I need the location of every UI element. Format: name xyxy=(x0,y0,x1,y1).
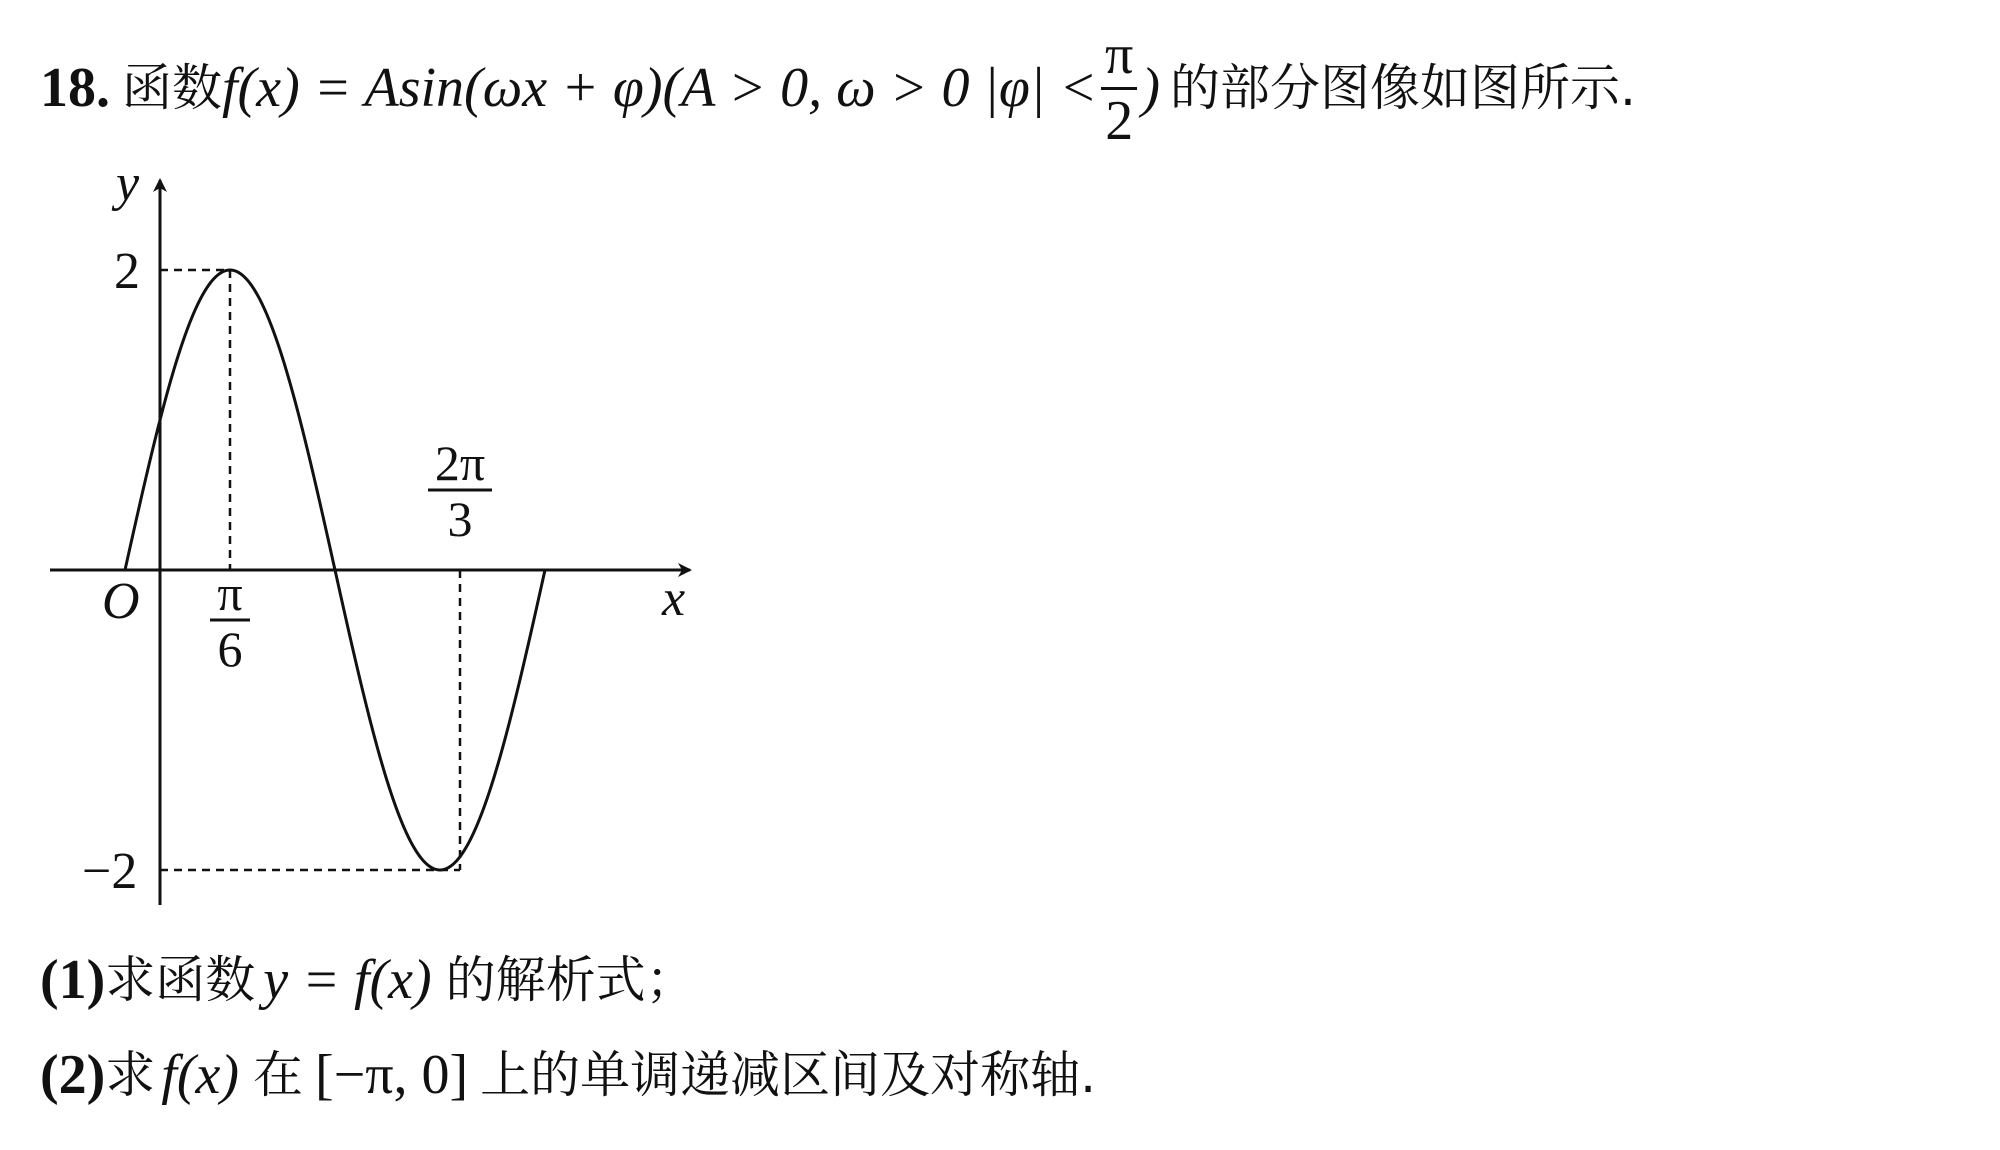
parameter-conditions: (A > 0, ω > 0 |φ| < xyxy=(662,57,1098,119)
part-1-line xyxy=(40,945,696,1015)
phi-bound-fraction xyxy=(1101,23,1137,152)
y-min-label: −2 xyxy=(82,843,138,900)
part-2-text-c: 上的单调递减区间及对称轴. xyxy=(480,1046,1097,1104)
tick-2pi3-denominator: 3 xyxy=(447,491,473,547)
part-1-formula: y = f(x) xyxy=(263,949,432,1011)
phi-bound-numerator: π xyxy=(1101,26,1137,90)
part-1-text-a: 求函数 xyxy=(105,951,256,1009)
function-graph xyxy=(30,150,710,920)
question-lead: 函数 xyxy=(122,59,222,117)
origin-label: O xyxy=(102,573,140,630)
phi-bound-denominator: 2 xyxy=(1105,89,1134,152)
conditions-close: ) xyxy=(1141,57,1160,119)
part-2-text-a: 求 xyxy=(105,1046,156,1104)
tick-2pi3-numerator: 2π xyxy=(434,435,486,491)
function-formula: f(x) = Asin(ωx + φ) xyxy=(222,57,663,119)
part-1-text-b: 的解析式； xyxy=(445,951,696,1009)
part-2-interval: [−π, 0] xyxy=(315,1044,469,1106)
part-2-text-b: 在 xyxy=(253,1046,304,1104)
part-2-formula: f(x) xyxy=(161,1044,240,1106)
question-number: 18. xyxy=(40,57,110,119)
x-axis-label: x xyxy=(662,570,686,627)
part-2-line xyxy=(40,1040,1096,1110)
tick-pi6-denominator: 6 xyxy=(217,621,243,677)
y-axis-label: y xyxy=(116,155,140,212)
question-tail: 的部分图像如图所示. xyxy=(1169,59,1636,117)
part-1-number: (1) xyxy=(40,949,106,1011)
tick-pi6-numerator: π xyxy=(217,565,243,621)
part-2-number: (2) xyxy=(40,1044,106,1106)
question-line xyxy=(40,23,1636,152)
y-max-label: 2 xyxy=(114,243,140,300)
